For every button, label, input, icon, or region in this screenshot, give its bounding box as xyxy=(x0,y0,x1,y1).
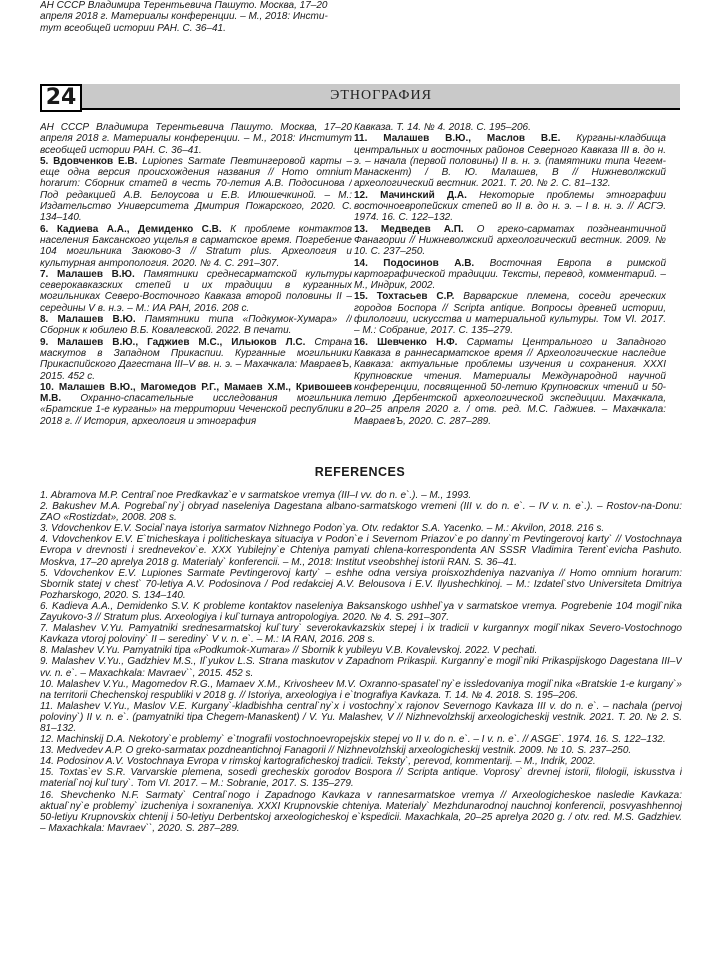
entry-authors: 11. Малашев В.Ю., Маслов В.Е. xyxy=(354,133,561,145)
bibliography-entry xyxy=(354,337,666,427)
reference-item: 15. Toxtas`ev S.R. Varvarskie plemena, sosedi grecheskix gorodov Bospora // Scripta antique. Voprosy` drevnej istorii, filologii, iskusstva i material`noj kul`tury`. Tom VI. 2017. – M.: Sobranie, 2017. S. 135–279. xyxy=(40,767,682,790)
entry-text: Памятники среднесарматской культуры северокавказских степей и их традиции в курганных могильниках Северо-Восточного Кавказа второй половины II – середины V в. н.э. – М.: ИА РАН, 2016. 208 с. xyxy=(40,268,352,314)
entry-text: Сарматы Центрального и Западного Кавказа в раннесарматское время // Археологические наследие Кавказа: актуальные проблемы изучения и сохранения. XXXI Крупновские чтения. Материалы Международной научной конференции, посвященной 50-летию Крупновских чтений и 50-летию Дербентской археологической экспедиции. Махачкала, 20–25 апреля 2020 г. / отв. ред. М.С. Гаджиев. – Махачкала: МавраевЪ, 2020. С. 287–289. xyxy=(354,336,666,427)
reference-item: 8. Malashev V.Yu. Pamyatniki tipa «Podkumok-Xumara» // Sbornik k yubileyu V.B. Kovalevskoj. 2022. V pechati. xyxy=(40,645,538,657)
reference-item: 14. Podosinov A.V. Vostochnaya Evropa v rimskoj kartograficheskoj tradicii. Teksty`, perevod, kommentarij. – M., Indrik, 2002. xyxy=(40,756,596,768)
right-column xyxy=(354,122,666,442)
section-title: ЭТНОГРАФИЯ xyxy=(330,88,432,103)
fragment-line: апреля 2018 г. Материалы конференции. – М., 2018: Инсти- xyxy=(40,11,328,23)
reference-item: 10. Malashev V.Yu., Magomedov R.G., Mamaev X.M., Krivosheev M.V. Oxranno-spasatel`ny`e issledovaniya mogil`nika «Bratskie 1-e kurgany`» na territorii Chechenskoj respubliki v 2018 g. // Istoriya, arxeologiya i e`tnografiya Kavkaza. T. 14. № 4. 2018. S. 195–206. xyxy=(40,678,682,701)
bibliography-entry xyxy=(40,337,352,382)
fragment-line: тут всеобщей истории РАН. С. 36–41. xyxy=(40,22,226,34)
reference-item: 9. Malashev V.Yu., Gadzhiev M.S., Il`yukov L.S. Strana maskutov v Zapadnom Prikaspii. Kurganny`e mogil`niki Prikaspijskogo Dagestana III–V vv. n. e`. – Maxachkala: Mavraev``, 2015. 452 s. xyxy=(40,656,682,679)
entry-authors: 7. Малашев В.Ю. xyxy=(40,268,135,280)
bibliography-entry xyxy=(354,190,666,224)
bibliography-entry xyxy=(354,224,666,258)
reference-item: 2. Bakushev M.A. Pogrebal`ny`j obryad naseleniya Dagestana albano-sarmatskogo vremeni (III v. do n. e`. – IV v. n. e`.). – Rostov-na-Donu: ZAO «Rostizdat», 2008. 208 s. xyxy=(40,501,682,524)
bibliography-entry xyxy=(354,133,666,189)
entry-text: Памятники типа «Подкумок-Хумара» // Сборник к юбилею В.Б. Ковалевской. 2022. В печати. xyxy=(40,314,352,337)
entry-authors: 6. Кадиева А.А., Демиденко С.В. xyxy=(40,223,222,235)
reference-item: 1. Abramova M.P. Central`noe Predkavkaz`e v sarmatskoe vremya (III–I vv. do n. e`.). – M., 1993. xyxy=(40,490,472,501)
entry-text: Курганы-кладбища центральных и восточных районов Северного Кавказа III в. до н. э. – начала (первой половины) II в. н. э. (памятники типа Чегем-Манаскент) / В. Ю. Малашев, В // Нижневолжский археологический вестник. 2021. Т. 20. № 2. С. 81–132. xyxy=(354,133,666,190)
entry-text: АН СССР Владимира Терентьевича Пашуто. Москва, 17–20 апреля 2018 г. Материалы конференции. – М., 2018: Институт всеобщей истории РАН. С. 36–41. xyxy=(40,122,352,156)
entry-authors: 10. Малашев В.Ю., Магомедов Р.Г., Мамаев Х.М., Кривошеев М.В. xyxy=(40,381,352,405)
entry-text: Страна маскутов в Западном Прикаспии. Курганные могильники Прикаспийского Дагестана III–V вв. н. э. – Махачкала: МавраевЪ, 2015. 452 с. xyxy=(40,336,352,382)
entry-authors: 12. Мачинский Д.А. xyxy=(354,189,467,201)
entry-authors: 14. Подосинов А.В. xyxy=(354,257,475,269)
bibliography-entry xyxy=(40,122,352,156)
bibliography-entry xyxy=(354,122,666,133)
bibliography-entry xyxy=(40,314,352,337)
entry-text: Кавказа. Т. 14. № 4. 2018. С. 195–206. xyxy=(354,122,531,133)
entry-authors: 16. Шевченко Н.Ф. xyxy=(354,336,458,348)
bibliography-entry xyxy=(40,269,352,314)
page-header xyxy=(40,84,680,110)
reference-item: 7. Malashev V.Yu. Pamyatniki srednesarmatskoj kul`tury` severokavkazskix stepej i ix tradicii v kurgannyx mogil`nikax Severo-Vostochnogo Kavkaza vtoroj poloviny` II – seredinу` V v. n. e`. – M.: IA RAN, 2016. 208 s. xyxy=(40,623,682,646)
reference-item: 5. Vdovchenkov E.V. Lupiones Sarmate Pevtingerovoj karty` – eshhe odna versiya proisxozhdeniya nazvaniya // Homo omnium horarum: Sbornik statej v chest` 70-letiya A.V. Podosinova / Pod redakciej A.V. Belousova i E.V. Ilyushechkinoj. – M.: Izdatel`stvo Universiteta Dmitriya Pozharskogo, 2020. S. 134–140. xyxy=(40,567,682,601)
reference-item: 3. Vdovchenkov E.V. Social`naya istoriya sarmatov Nizhnego Podon`ya. Otv. redaktor S.A. Yacenko. – M.: Akvilon, 2018. 216 s. xyxy=(40,523,605,535)
entry-text: К проблеме контактов населения Баксанского ущелья в сарматское время. Погребение 104 могильника Заюково-3 // Stratum plus. Археология и культурная антропология. 2020. № 4. С. 291–307. xyxy=(40,223,352,269)
reference-item: 11. Malashev V.Yu., Maslov V.E. Kurgany`-kladbishha central`ny`x i vostochny`x rajonov Severnogo Kavkaza III v. do n. e`. – nachala (pervoj poloviny`) II v. n. e`. (pamyatniki tipa Chegem-Manaskent) / V. Yu. Malashev, V // Nizhnevolzhskij arxeologicheskij vestnik. 2021. T. 20. № 2. S. 81–132. xyxy=(40,700,682,734)
reference-item: 13. Medvedev A.P. O greko-sarmatax pozdneantichnoj Fanagorii // Nizhnevolzhskij arxeologicheskij vestnik. 2009. № 10. S. 237–250. xyxy=(40,745,632,757)
entry-text: Охранно-спасательные исследования могильника «Братские 1-е курганы» на территории Чеченской республики в 2018 г. // История, археология и этнография xyxy=(40,393,352,427)
reference-item: 16. Shevchenko N.F. Sarmaty` Central`nogo i Zapadnogo Kavkaza v rannesarmatskoe vremya // Arxeologicheskoe nasledie Kavkaza: aktual`ny`e problemy` izucheniya i soxraneniya. XXXI Krupnovskie chteniya. Materialy` Mezhdunarodnoj nauchnoj konferencii, posvyashhennoj 50-letiyu Krupnovskix chtenij i 50-letiyu Derbentskoj arxeologicheskoj e`kspedicii. Maxachkala, 20–25 aprelya 2020 g. / otv. red. M.S. Gadzhiev. – Maxachkala: Mavraev``, 2020. S. 287–289. xyxy=(40,789,682,834)
top-text-fragment xyxy=(40,0,680,34)
references-list xyxy=(40,490,682,950)
entry-text: Некоторые проблемы этнографии восточноевропейских степей во II в. до н. э. – I в. н. э. // АСГЭ. 1974. 16. С. 122–132. xyxy=(354,189,666,224)
entry-authors: 15. Тохтасьев С.Р. xyxy=(354,291,455,303)
fragment-line: АН СССР Владимира Терентьевича Пашуто. Москва, 17–20 xyxy=(40,0,328,11)
entry-authors: 9. Малашев В.Ю., Гаджиев М.С., Ильюков Л.С. xyxy=(40,336,306,348)
left-column xyxy=(40,122,352,442)
entry-text: О греко-сарматах позднеантичной Фанагории // Нижневолжский археологический вестник. 2009. № 10. С. 237–250. xyxy=(354,223,666,258)
reference-item: 6. Kadieva A.A., Demidenko S.V. K probleme kontaktov naseleniya Baksanskogo ushhel`ya v sarmatskoe vremya. Pogrebenie 104 mogil`nika Zayukovo-3 // Stratum plus. Arxeologiya i kul`turnaya antropologiya. 2020. № 4. S. 291–307. xyxy=(40,600,682,624)
entry-text: Восточная Европа в римской картографической традиции. Тексты, перевод, комментарий. – М., Индрик, 2002. xyxy=(354,257,666,292)
bibliography-entry xyxy=(354,258,666,292)
entry-authors: 8. Малашев В.Ю. xyxy=(40,314,136,326)
bibliography-entry xyxy=(40,224,352,269)
section-bar xyxy=(82,84,680,110)
entry-authors: 5. Вдовченков Е.В. xyxy=(40,155,138,167)
page-number: 24 xyxy=(40,84,82,112)
reference-item: 12. Machinskij D.A. Nekotory`e problemy` e`tnografii vostochnoevropejskix stepej vo II v. do n. e`. – I v. n. e`. // ASGE`. 1974. 16. S. 122–132. xyxy=(40,734,666,746)
references-heading: REFERENCES xyxy=(314,465,406,479)
bibliography-entry xyxy=(40,156,352,224)
bibliography-entry xyxy=(354,291,666,336)
bibliography-entry xyxy=(40,382,352,427)
reference-item: 4. Vdovchenkov E.V. E`tnicheskaya i politicheskaya situaciya v Podon`e i Severnom Priazov`e po danny`m Pevtingerovoj karty` // Vostochnaya Evropa v drevnosti i srednevekov`e. XXX Yubilejny`e Chteniya pamyati chlena-korrespondenta AN SSSR Vladimira Terent`evicha Pashuto. Moskva, 17–20 aprelya 2018 g. Materialy` konferencii. – M., 2018: Institut vseobshhej istorii RAN. S. 36–41. xyxy=(40,534,682,568)
entry-text: Lupiones Sarmate Певтингеровой карты – еще одна версия происхождения названия // Homo omnium horarum: Сборник статей в честь 70-летия А.В. Подосинова / Под редакцией А.В. Белоусова и Е.В. Илюшечкиной. – М.: Издательство Университета Дмитрия Пожарского, 2020. С. 134–140. xyxy=(40,155,352,224)
entry-text: Варварские племена, соседи греческих городов Боспора // Scripta antique. Вопросы древней истории, филологии, искусства и материальной культуры. Том VI. 2017. – М.: Собрание, 2017. С. 135–279. xyxy=(354,291,666,337)
entry-authors: 13. Медведев А.П. xyxy=(354,223,464,235)
